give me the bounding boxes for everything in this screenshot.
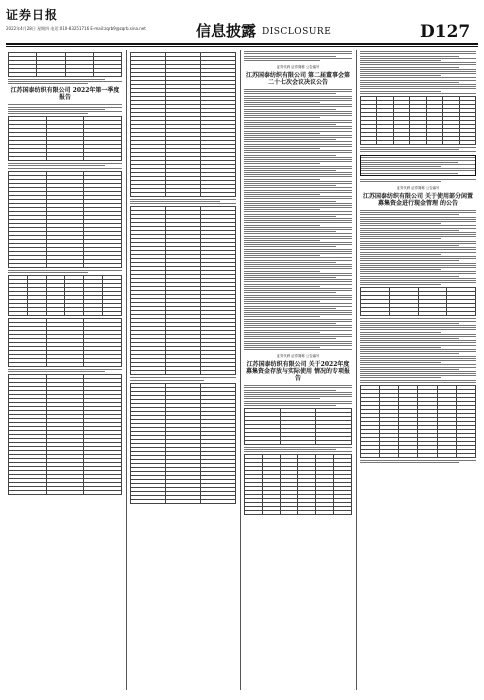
publication-info: 2022年4月28日 星期四 电话:010-83251716 E-mail:zqrb9@zqrb.sina.net bbox=[6, 26, 146, 31]
data-table bbox=[8, 116, 122, 161]
article-headline: 江苏国泰纺织有限公司 关于2022年度募集资金存放与实际使用 情况的专项报告 bbox=[245, 361, 351, 383]
data-table bbox=[244, 408, 352, 445]
column-2 bbox=[130, 50, 236, 690]
column-divider bbox=[126, 50, 127, 690]
data-table bbox=[130, 52, 236, 197]
masthead-rule-thin bbox=[6, 46, 478, 47]
column-3: 证券代码 证券简称 公告编号 江苏国泰纺织有限公司 第二届董事会第二十七次会议决议公告 证券代码 证券简称 公告编号 江苏国泰纺织有限公司 关于2022年度募集资金存放与实际使用 情况的专项报告 bbox=[244, 50, 352, 690]
masthead-logo: 证券日报 bbox=[6, 8, 59, 22]
article-headline: 江苏国泰纺织有限公司 2022年第一季度报告 bbox=[10, 87, 120, 102]
article-headline: 江苏国泰纺织有限公司 第二届董事会第二十七次会议决议公告 bbox=[245, 71, 351, 86]
column-4: 证券代码 证券简称 公告编号 江苏国泰纺织有限公司 关于使用部分闲置募集资金进行现金管理 的公告 bbox=[360, 50, 476, 690]
data-table bbox=[8, 374, 122, 495]
masthead-rule bbox=[6, 43, 478, 45]
data-table bbox=[130, 206, 236, 375]
column-divider bbox=[240, 50, 241, 690]
data-table bbox=[8, 275, 122, 316]
data-table bbox=[360, 287, 476, 316]
article-headline: 江苏国泰纺织有限公司 关于使用部分闲置募集资金进行现金管理 的公告 bbox=[362, 193, 474, 207]
column-divider bbox=[356, 50, 357, 690]
data-table bbox=[8, 52, 122, 77]
data-table bbox=[360, 96, 476, 145]
data-table bbox=[8, 171, 122, 268]
data-table bbox=[130, 383, 236, 504]
column-1 bbox=[8, 50, 122, 690]
data-table bbox=[360, 385, 476, 458]
notice-box bbox=[360, 155, 476, 176]
data-table bbox=[8, 318, 122, 367]
section-title: 信息披露 bbox=[196, 22, 257, 40]
section-title-en: DISCLOSURE bbox=[262, 27, 332, 37]
data-table bbox=[244, 454, 352, 515]
page-number: D127 bbox=[420, 22, 471, 42]
